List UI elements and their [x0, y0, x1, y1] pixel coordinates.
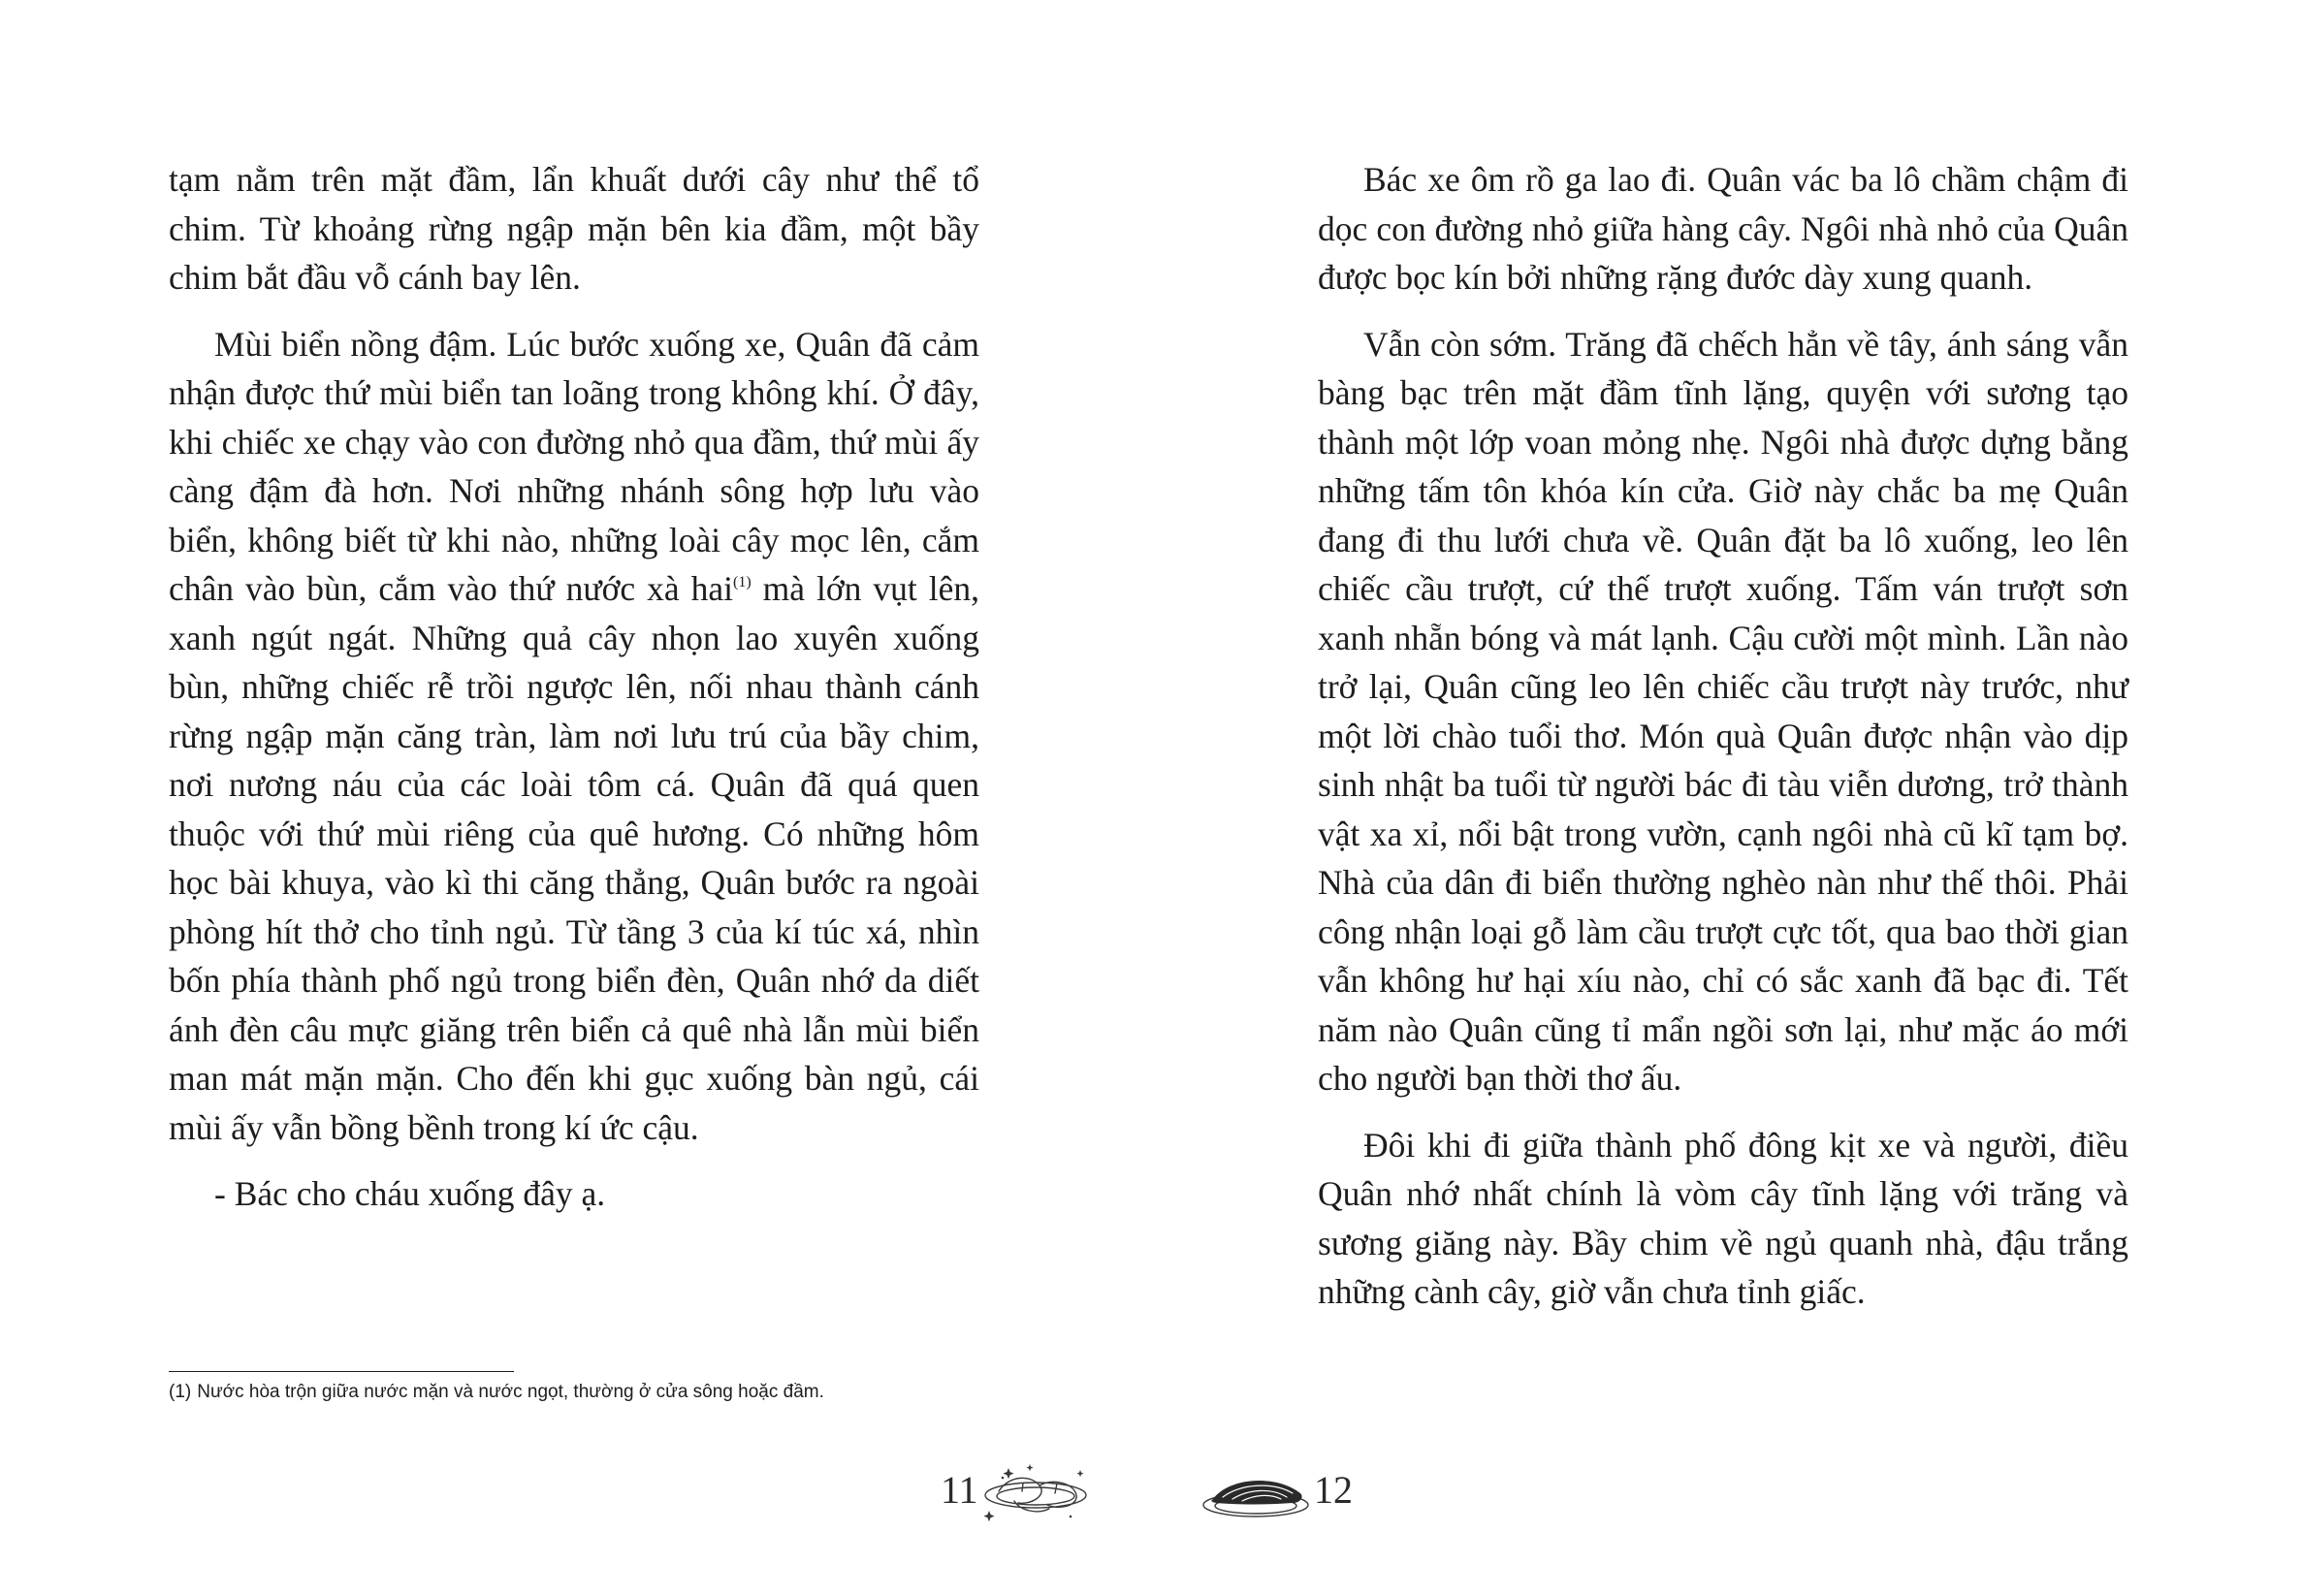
footnote-marker: (1) — [733, 574, 752, 591]
left-page-text — [169, 155, 979, 1236]
shell-ornament-icon — [979, 1462, 1094, 1526]
mussel-shell-ornament-icon — [1199, 1466, 1314, 1524]
paragraph-text-part: mà lớn vụt lên, xanh ngút ngát. Những quả cây nhọn lao xuyên xuống bùn, những chiếc rễ trồi ngược lên, nối nhau thành cánh rừng ngập mặn căng tràn, làm nơi lưu trú của bầy chim, nơi nương náu của các loài tôm cá. Quân đã quá quen thuộc với thứ mùi riêng của quê hương. Có những hôm học bài khuya, vào kì thi căng thẳng, Quân bước ra ngoài phòng hít thở cho tỉnh ngủ. Từ tầng 3 của kí túc xá, nhìn bốn phía thành phố ngủ trong biển đèn, Quân nhớ da diết ánh đèn câu mực giăng trên biển cả quê nhà lẫn mùi biển man mát mặn mặn. Cho đến khi gục xuống bàn ngủ, cái mùi ấy vẫn bồng bềnh trong kí ức cậu. — [169, 569, 980, 1147]
left-page — [0, 0, 1151, 1596]
dialogue-line: - Bác cho cháu xuống đây ạ. — [214, 1174, 606, 1213]
paragraph: Vẫn còn sớm. Trăng đã chếch hẳn về tây, ánh sáng vẫn bàng bạc trên mặt đầm tĩnh lặng, quyện với sương tạo thành một lớp voan mỏng nhẹ. Ngôi nhà được dựng bằng những tấm tôn khóa kín cửa. Giờ này chắc ba mẹ Quân đang đi thu lưới chưa về. Quân đặt ba lô xuống, leo lên chiếc cầu trượt, cứ thế trượt xuống. Tấm ván trượt sơn xanh nhẵn bóng và mát lạnh. Cậu cười một mình. Lần nào trở lại, Quân cũng leo lên chiếc cầu trượt này trước, như một lời chào tuổi thơ. Món quà Quân được nhận vào dịp sinh nhật ba tuổi từ người bác đi tàu viễn dương, trở thành vật xa xỉ, nổi bật trong vườn, cạnh ngôi nhà cũ kĩ tạm bợ. Nhà của dân đi biển thường nghèo nàn như thế thôi. Phải công nhận loại gỗ làm cầu trượt cực tốt, qua bao thời gian vẫn không hư hại xíu nào, chỉ có sắc xanh đã bạc đi. Tết năm nào Quân cũng tỉ mẩn ngồi sơn lại, như mặc áo mới cho người bạn thời thơ ấu. — [1318, 324, 2128, 1098]
footnote-divider — [169, 1371, 514, 1372]
page-number: 11 — [941, 1468, 978, 1512]
paragraph-with-footnote — [169, 320, 979, 1153]
page-number: 12 — [1314, 1468, 1353, 1512]
footnote-text: Nước hòa trộn giữa nước mặn và nước ngọt, thường ở cửa sông hoặc đầm. — [197, 1382, 824, 1402]
paragraph: Bác xe ôm rồ ga lao đi. Quân vác ba lô chầm chậm đi dọc con đường nhỏ giữa hàng cây. Ngôi nhà nhỏ của Quân được bọc kín bởi những rặng đước dày xung quanh. — [1318, 160, 2128, 297]
right-page — [1151, 0, 2303, 1596]
footnote-number: (1) — [169, 1382, 192, 1402]
paragraph-text-part: Mùi biển nồng đậm. Lúc bước xuống xe, Quân đã cảm nhận được thứ mùi biển tan loãng trong không khí. Ở đây, khi chiếc xe chạy vào con đường nhỏ qua đầm, thứ mùi ấy càng đậm đà hơn. Nơi những nhánh sông hợp lưu vào biển, không biết từ khi nào, những loài cây mọc lên, cắm chân vào bùn, cắm vào thứ nước xà hai — [169, 324, 979, 608]
paragraph: Đôi khi đi giữa thành phố đông kịt xe và người, điều Quân nhớ nhất chính là vòm cây tĩnh lặng với trăng và sương giăng này. Bầy chim về ngủ quanh nhà, đậu trắng những cành cây, giờ vẫn chưa tỉnh giấc. — [1318, 1125, 2128, 1311]
footnote — [169, 1379, 979, 1406]
right-page-text — [1318, 155, 2128, 1334]
paragraph: tạm nằm trên mặt đầm, lẩn khuất dưới cây như thể tổ chim. Từ khoảng rừng ngập mặn bên kia đầm, một bầy chim bắt đầu vỗ cánh bay lên. — [169, 160, 979, 297]
